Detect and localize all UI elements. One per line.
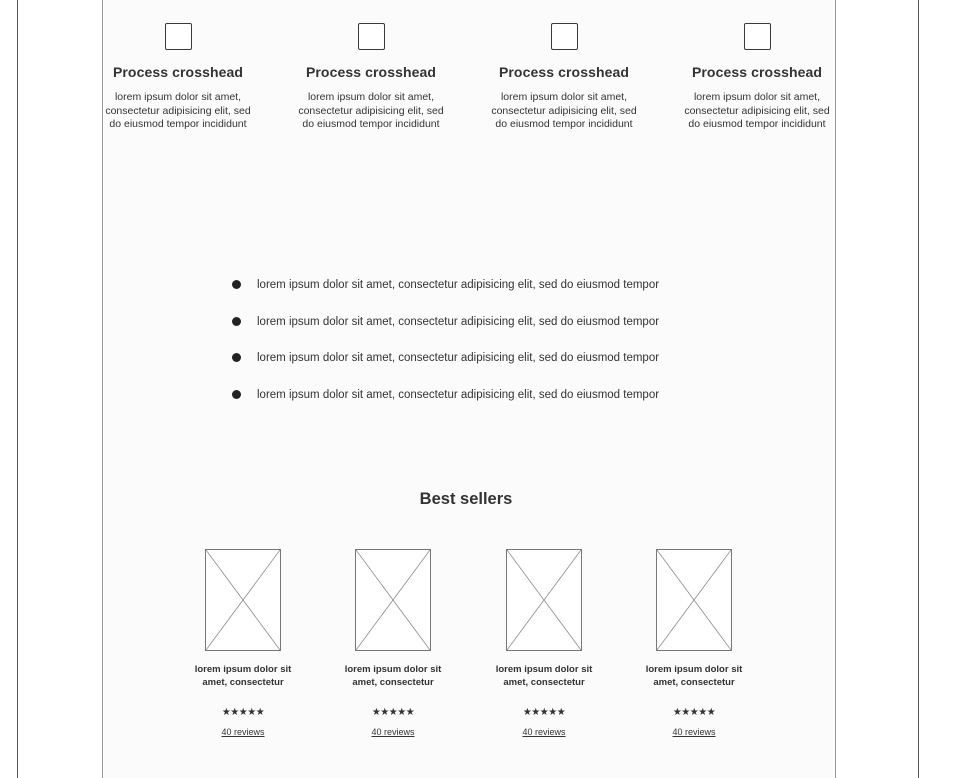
star-rating-icon: ★★★★★ [221, 707, 265, 718]
image-placeholder-icon[interactable] [656, 549, 732, 651]
star-rating-icon: ★★★★★ [371, 707, 415, 718]
process-step [98, 23, 258, 132]
product-card[interactable] [181, 549, 305, 740]
process-step [677, 23, 837, 132]
process-step [291, 23, 451, 132]
checkbox-icon [551, 23, 578, 50]
bullet-list-item [232, 349, 659, 386]
bullet-icon [232, 390, 241, 399]
process-step-body: lorem ipsum dolor sit amet, consectetur adipisicing elit, sed do eiusmod tempor incididunt [491, 91, 637, 130]
reviews-link[interactable]: 40 reviews [522, 727, 566, 737]
process-step-title: Process crosshead [691, 64, 823, 80]
process-step-title: Process crosshead [112, 64, 244, 80]
product-name[interactable]: lorem ipsum dolor sit amet, consectetur [194, 664, 292, 688]
best-sellers-heading: Best sellers [419, 490, 513, 508]
product-name[interactable]: lorem ipsum dolor sit amet, consectetur [645, 664, 743, 688]
product-card[interactable] [482, 549, 606, 740]
bullet-text: lorem ipsum dolor sit amet, consectetur adipisicing elit, sed do eiusmod tempor [257, 388, 660, 401]
bullet-icon [232, 317, 241, 326]
process-step-title: Process crosshead [305, 64, 437, 80]
process-step-title: Process crosshead [498, 64, 630, 80]
bullet-list-item [232, 313, 659, 350]
process-step [484, 23, 644, 132]
star-rating-icon: ★★★★★ [522, 707, 566, 718]
bullet-list-item [232, 386, 659, 423]
checkbox-icon [744, 23, 771, 50]
bullet-list [232, 276, 659, 422]
process-step-body: lorem ipsum dolor sit amet, consectetur adipisicing elit, sed do eiusmod tempor incididunt [298, 91, 444, 130]
bullet-icon [232, 280, 241, 289]
bullet-text: lorem ipsum dolor sit amet, consectetur adipisicing elit, sed do eiusmod tempor [257, 352, 660, 364]
process-step-body: lorem ipsum dolor sit amet, consectetur adipisicing elit, sed do eiusmod tempor incididunt [105, 91, 251, 130]
checkbox-icon [165, 23, 192, 50]
checkbox-icon [358, 23, 385, 50]
image-placeholder-icon[interactable] [205, 549, 281, 651]
bullet-text: lorem ipsum dolor sit amet, consectetur adipisicing elit, sed do eiusmod tempor [257, 279, 660, 291]
star-rating-icon: ★★★★★ [672, 707, 716, 718]
reviews-link[interactable]: 40 reviews [672, 727, 716, 737]
bullet-text: lorem ipsum dolor sit amet, consectetur adipisicing elit, sed do eiusmod tempor [257, 315, 660, 328]
product-card[interactable] [331, 549, 455, 740]
product-name[interactable]: lorem ipsum dolor sit amet, consectetur [344, 664, 442, 688]
product-card[interactable] [632, 549, 756, 740]
bullet-icon [232, 353, 241, 362]
product-name[interactable]: lorem ipsum dolor sit amet, consectetur [495, 664, 593, 688]
process-step-body: lorem ipsum dolor sit amet, consectetur adipisicing elit, sed do eiusmod tempor incididunt [684, 91, 830, 130]
image-placeholder-icon[interactable] [506, 549, 582, 651]
reviews-link[interactable]: 40 reviews [371, 727, 415, 737]
image-placeholder-icon[interactable] [355, 549, 431, 651]
reviews-link[interactable]: 40 reviews [221, 727, 265, 737]
bullet-list-item [232, 276, 659, 313]
